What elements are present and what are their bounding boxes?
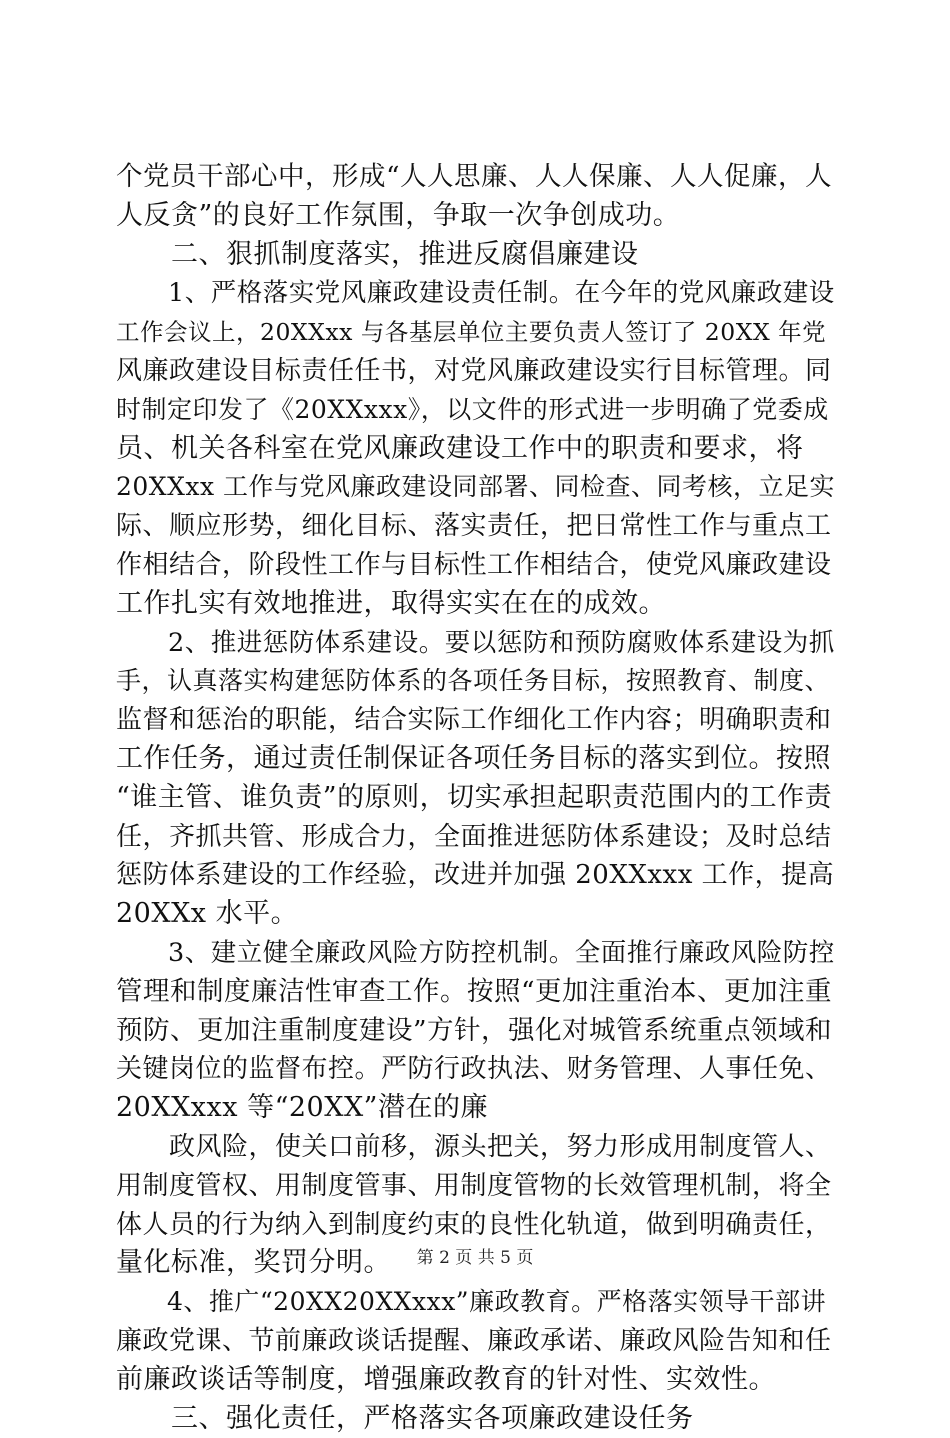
text-line: 手，认真落实构建惩防体系的各项任务目标，按照教育、制度、	[116, 662, 836, 701]
text-line: 风廉政建设目标责任任书，对党风廉政建设实行目标管理。同	[116, 352, 836, 391]
text-line: 关键岗位的监督布控。严防行政执法、财务管理、人事任免、	[116, 1050, 836, 1089]
text-line: 员、机关各科室在党风廉政建设工作中的职责和要求，将	[116, 430, 836, 469]
text-line: “谁主管、谁负责”的原则，切实承担起职责范围内的工作责	[116, 779, 836, 818]
text-line: 时制定印发了《20XXxxx》，以文件的形式进一步明确了党委成	[116, 391, 836, 430]
text-line: 4、推广“20XX20XXxxx”廉政教育。严格落实领导干部讲	[116, 1283, 836, 1322]
text-line: 个党员干部心中，形成“人人思廉、人人保廉、人人促廉，人	[116, 158, 836, 197]
document-body	[116, 158, 836, 1438]
text-line: 人反贪”的良好工作氛围，争取一次争创成功。	[116, 197, 836, 236]
text-line: 预防、更加注重制度建设”方针，强化对城管系统重点领域和	[116, 1012, 836, 1051]
text-line: 三、强化责任，严格落实各项廉政建设任务	[116, 1400, 836, 1438]
text-line: 用制度管权、用制度管事、用制度管物的长效管理机制，将全	[116, 1167, 836, 1206]
text-line: 廉政党课、节前廉政谈话提醒、廉政承诺、廉政风险告知和任	[116, 1322, 836, 1361]
text-line: 量化标准，奖罚分明。	[116, 1244, 836, 1283]
text-line: 1、严格落实党风廉政建设责任制。在今年的党风廉政建设	[116, 274, 836, 313]
page-footer: 第 2 页 共 5 页	[0, 1247, 950, 1269]
text-line: 前廉政谈话等制度，增强廉政教育的针对性、实效性。	[116, 1361, 836, 1400]
text-line: 际、顺应形势，细化目标、落实责任，把日常性工作与重点工	[116, 507, 836, 546]
text-line: 工作扎实有效地推进，取得实实在在的成效。	[116, 585, 836, 624]
text-line: 体人员的行为纳入到制度约束的良性化轨道，做到明确责任，	[116, 1206, 836, 1245]
text-line: 二、狠抓制度落实，推进反腐倡廉建设	[116, 236, 836, 275]
text-line: 政风险，使关口前移，源头把关，努力形成用制度管人、	[116, 1128, 836, 1167]
text-line: 管理和制度廉洁性审查工作。按照“更加注重治本、更加注重	[116, 973, 836, 1012]
text-line: 作相结合，阶段性工作与目标性工作相结合，使党风廉政建设	[116, 546, 836, 585]
text-line: 3、建立健全廉政风险方防控机制。全面推行廉政风险防控	[116, 934, 836, 973]
text-line: 20XXxxx 等“20XX”潜在的廉	[116, 1089, 836, 1128]
text-line: 工作会议上，20XXxx 与各基层单位主要负责人签订了 20XX 年党	[116, 313, 836, 352]
text-line: 2、推进惩防体系建设。要以惩防和预防腐败体系建设为抓	[116, 624, 836, 663]
text-line: 工作任务，通过责任制保证各项任务目标的落实到位。按照	[116, 740, 836, 779]
text-line: 任，齐抓共管、形成合力，全面推进惩防体系建设；及时总结	[116, 818, 836, 857]
text-line: 20XXxx 工作与党风廉政建设同部署、同检查、同考核，立足实	[116, 468, 836, 507]
text-line: 惩防体系建设的工作经验，改进并加强 20XXxxx 工作，提高	[116, 856, 836, 895]
text-line: 20XXx 水平。	[116, 895, 836, 934]
text-line: 监督和惩治的职能，结合实际工作细化工作内容；明确职责和	[116, 701, 836, 740]
